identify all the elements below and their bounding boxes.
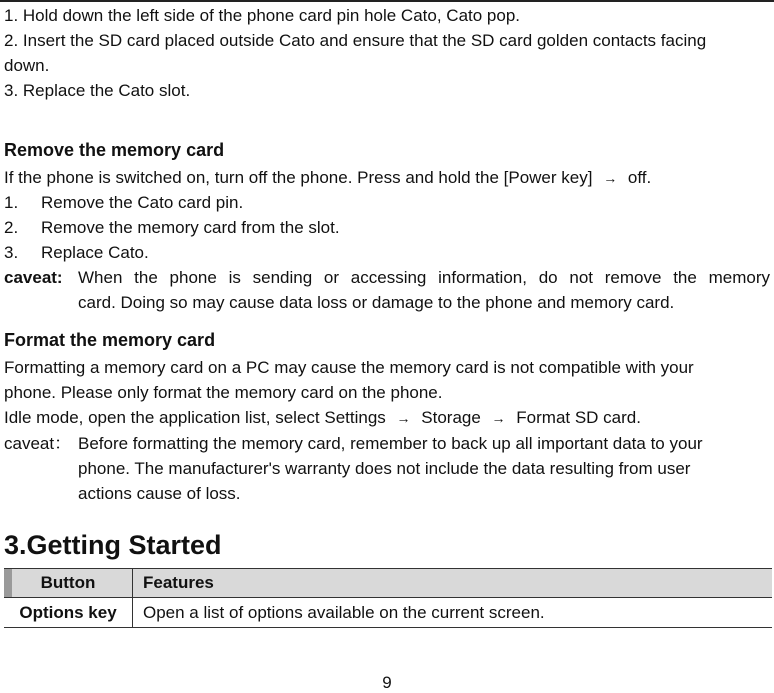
caveat-label: caveat: bbox=[4, 268, 63, 287]
remove-step bbox=[4, 218, 340, 238]
top-rule bbox=[0, 0, 774, 2]
right-arrow-icon: → bbox=[396, 410, 411, 426]
page-number: 9 bbox=[382, 673, 392, 692]
intro-step-2: 2. Insert the SD card placed outside Cato and ensure that the SD card golden contacts facing bbox=[4, 31, 707, 50]
right-arrow-icon: → bbox=[491, 410, 506, 426]
step-number: 2. bbox=[4, 218, 19, 237]
caveat-text-line: card. Doing so may cause data loss or damage to the phone and memory card. bbox=[78, 293, 675, 312]
remove-intro-end: off. bbox=[627, 168, 652, 187]
table-cell-feature: Open a list of options available on the current screen. bbox=[133, 598, 773, 628]
caveat-text-line: When the phone is sending or accessing information, do not remove the memory bbox=[78, 268, 770, 287]
format-paragraph-line: Formatting a memory card on a PC may cause the memory card is not compatible with your bbox=[4, 358, 694, 377]
idle-text: Idle mode, open the application list, select Settings bbox=[4, 408, 386, 427]
table-row bbox=[4, 598, 772, 628]
column-header: Button bbox=[4, 569, 133, 598]
remove-intro bbox=[4, 168, 651, 188]
caveat-text-line: Before formatting the memory card, remember to back up all important data to your bbox=[78, 434, 703, 453]
caveat-label: caveat： bbox=[4, 434, 72, 453]
right-arrow-icon: → bbox=[603, 170, 618, 186]
idle-storage: Storage bbox=[421, 408, 481, 427]
caveat-text-line: actions cause of loss. bbox=[78, 484, 241, 503]
step-text: Remove the memory card from the slot. bbox=[41, 218, 340, 237]
step-text: Replace Cato. bbox=[41, 243, 149, 262]
section-title: 3.Getting Started bbox=[4, 530, 222, 560]
step-number: 1. bbox=[4, 193, 19, 212]
idle-format: Format SD card. bbox=[516, 408, 641, 427]
step-number: 3. bbox=[4, 243, 19, 262]
format-heading: Format the memory card bbox=[4, 330, 216, 350]
caveat-text-line: phone. The manufacturer's warranty does not include the data resulting from user bbox=[78, 459, 691, 478]
table-cell-button: Options key bbox=[4, 598, 133, 628]
remove-intro-text: If the phone is switched on, turn off the phone. Press and hold the [Power key] bbox=[4, 168, 593, 187]
step-text: Remove the Cato card pin. bbox=[41, 193, 244, 212]
table-header-row bbox=[4, 569, 772, 598]
format-idle-instructions bbox=[4, 408, 641, 428]
intro-step-3: 3. Replace the Cato slot. bbox=[4, 81, 191, 100]
remove-step bbox=[4, 243, 149, 263]
intro-step-2-cont: down. bbox=[4, 56, 50, 75]
remove-heading: Remove the memory card bbox=[4, 140, 225, 160]
format-paragraph-line: phone. Please only format the memory card on the phone. bbox=[4, 383, 443, 402]
column-header: Features bbox=[133, 569, 773, 598]
features-table bbox=[4, 568, 772, 628]
intro-step-1: 1. Hold down the left side of the phone card pin hole Cato, Cato pop. bbox=[4, 6, 521, 25]
remove-step bbox=[4, 193, 243, 213]
